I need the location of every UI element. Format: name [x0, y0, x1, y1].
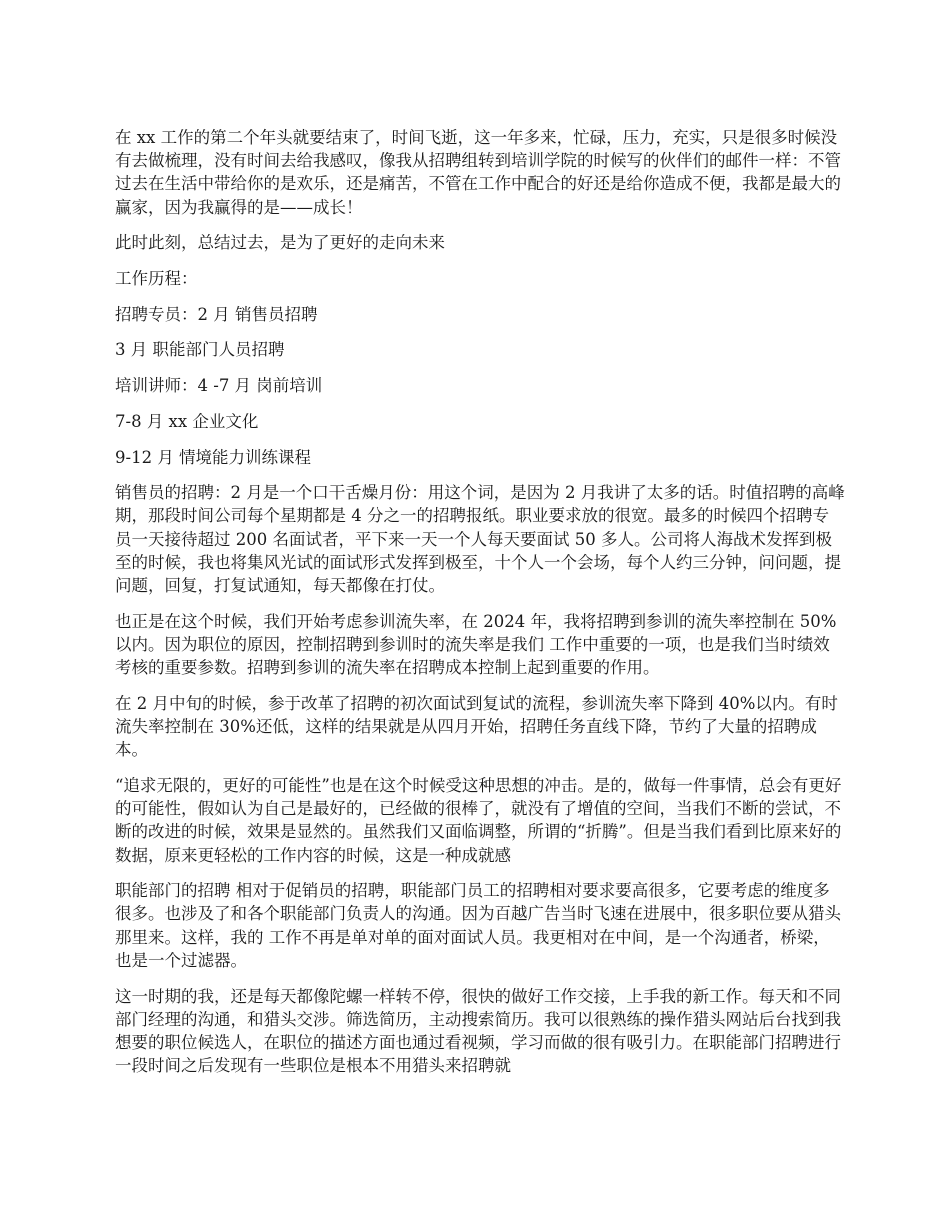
paragraph-better-possibility: “追求无限的，更好的可能性”也是在这个时候受这种思想的冲击。是的，做每一件事情，总会有更好的可能性，假如认为自己是最好的，已经做的很棒了，就没有了增值的空间，当我们不断的尝试，不断的改进的时候，效果是显然的。虽然我们又面临调整，所谓的“折腾”。但是当我们看到比原来好的数据，原来更轻松的工作内容的时候，这是一种成就感 [115, 775, 842, 865]
document-body [115, 126, 845, 1090]
paragraph-intro: 在 xx 工作的第二个年头就要结束了，时间飞逝，这一年多来，忙碌，压力，充实，只是很多时候没有去做梳理，没有时间去给我感叹，像我从招聘组转到培训学院的时候写的伙伴们的邮件一样：不管过去在生活中带给你的是欢乐，还是痛苦，不管在工作中配合的好还是给你造成不便，我都是最大的赢家，因为我赢得的是——成长！ [115, 128, 841, 217]
paragraph-work-history-heading: 工作历程： [115, 269, 198, 289]
paragraph-history-item: 培训讲师：4 -7 月 岗前培训 [115, 376, 323, 396]
paragraph-history-item: 3 月 职能部门人员招聘 [115, 340, 285, 360]
paragraph-history-item: 招聘专员：2 月 销售员招聘 [115, 304, 318, 324]
paragraph-history-item: 7-8 月 xx 企业文化 [115, 411, 259, 431]
paragraph-process-reform: 在 2 月中旬的时候，参于改革了招聘的初次面试到复试的流程，参训流失率下降到 40%以内。有时流失率控制在 30%还低，这样的结果就是从四月开始，招聘任务直线下降，节约了大量的招聘成本。 [115, 693, 838, 760]
paragraph-attrition-rate: 也正是在这个时候，我们开始考虑参训流失率，在 2024 年，我将招聘到参训的流失率控制在 50%以内。因为职位的原因，控制招聘到参训时的流失率是我们 工作中重要的一项，也是我们当时绩效考核的重要参数。招聘到参训的流失率在招聘成本控制上起到重要的作用。 [115, 611, 837, 678]
paragraph-history-item: 9-12 月 情境能力训练课程 [115, 447, 312, 467]
paragraph-summary-line: 此时此刻，总结过去，是为了更好的走向未来 [115, 233, 445, 253]
paragraph-sales-recruiting: 销售员的招聘：2 月是一个口干舌燥月份：用这个词，是因为 2 月我讲了太多的话。时值招聘的高峰期，那段时间公司每个星期都是 4 分之一的招聘报纸。职业要求放的很宽。最多的时候四个招聘专员一天接待超过 200 名面试者，平下来一天一个人每天要面试 50 多人。公司将人海战术发挥到极至的时候，我也将集风光试的面试形式发挥到极至，十个人一个会场，每个人约三分钟，问问题，提问题，回复，打复试通知，每天都像在打仗。 [115, 483, 845, 596]
paragraph-functional-recruiting: 职能部门的招聘 相对于促销员的招聘，职能部门员工的招聘相对要求要高很多，它要考虑的维度多很多。也涉及了和各个职能部门负责人的沟通。因为百越广告当时飞速在进展中，很多职位要从猎头那里来。这样，我的 工作不再是单对单的面对面试人员。我更相对在中间，是一个沟通者，桥梁，也是一个过滤器。 [115, 881, 841, 970]
paragraph-daily-work: 这一时期的我，还是每天都像陀螺一样转不停，很快的做好工作交接，上手我的新工作。每天和不同部门经理的沟通，和猎头交涉。筛选简历，主动搜索简历。我可以很熟练的操作猎头网站后台找到我想要的职位候选人，在职位的描述方面也通过看视频，学习而做的很有吸引力。在职能部门招聘进行一段时间之后发现有一些职位是根本不用猎头来招聘就 [115, 986, 841, 1076]
